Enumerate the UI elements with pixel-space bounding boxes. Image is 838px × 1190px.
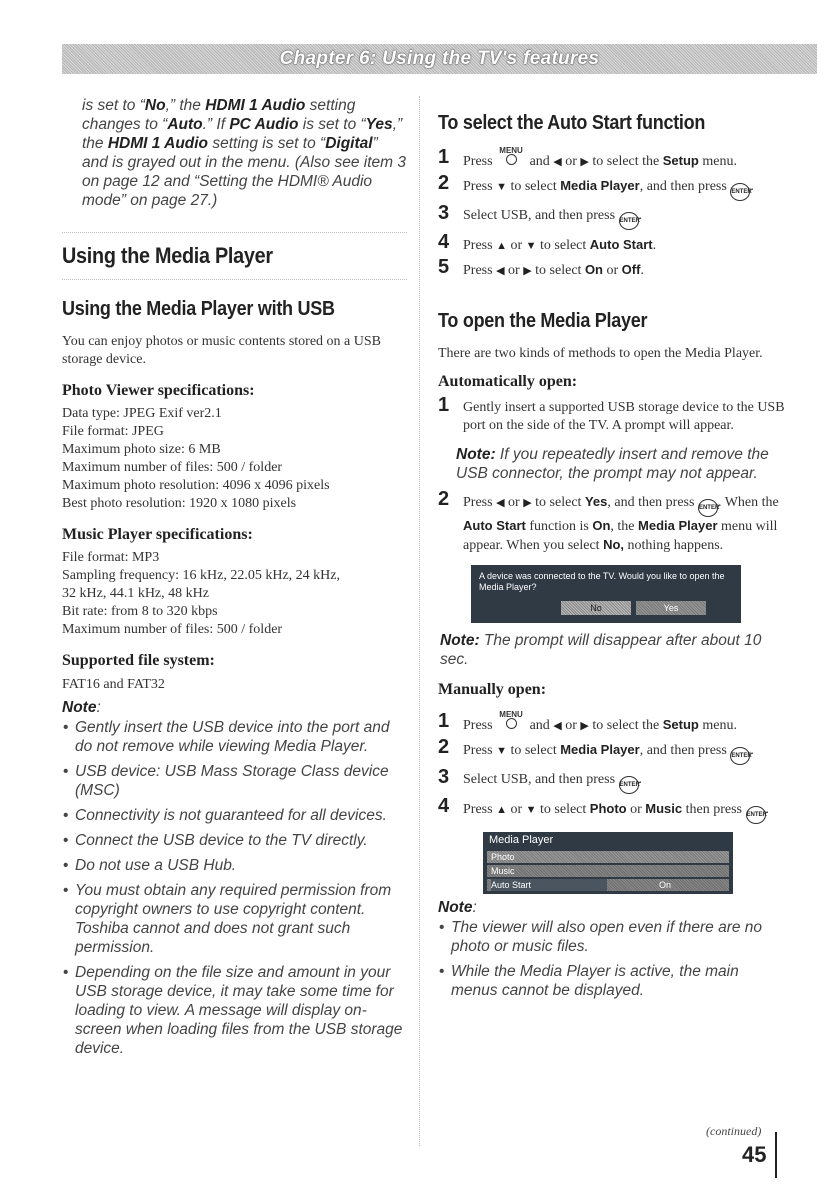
spec-line: Bit rate: from 8 to 320 kbps xyxy=(62,604,218,619)
spec-line: Maximum number of files: 500 / folder xyxy=(62,460,283,475)
menu-keyword: On xyxy=(592,518,611,533)
menu-row-autostart[interactable]: Auto Start On xyxy=(487,879,729,891)
page-number-bar xyxy=(775,1132,777,1178)
music-spec-list xyxy=(62,549,407,639)
spec-line: Maximum photo size: 6 MB xyxy=(62,442,221,457)
auto-open-heading: Automatically open: xyxy=(438,373,578,390)
spec-line: 32 kHz, 44.1 kHz, 48 kHz xyxy=(62,586,209,601)
step: 2 Press ▼ to select Media Player, and then press ENTER. xyxy=(438,177,788,201)
usb-notes-list xyxy=(62,718,407,1058)
menu-row-photo[interactable]: Photo xyxy=(487,851,729,863)
dialog-yes-button[interactable]: Yes xyxy=(636,601,706,615)
note-item: • Connectivity is not guaranteed for all devices. xyxy=(62,806,407,825)
arrow-button-icon: ◀ xyxy=(553,156,562,168)
arrow-button-icon: ◀ xyxy=(496,265,505,277)
manual-steps xyxy=(438,710,788,824)
chapter-banner xyxy=(62,44,817,74)
spec-line: Maximum photo resolution: 4096 x 4096 pixels xyxy=(62,478,330,493)
enter-button-icon: ENTER xyxy=(698,499,718,517)
open-title: To open the Media Player xyxy=(438,310,648,332)
menu-keyword: Media Player xyxy=(638,518,718,533)
menu-keyword: Off xyxy=(621,262,641,277)
arrow-button-icon: ▼ xyxy=(496,745,507,757)
emphasis: No xyxy=(144,97,166,114)
enter-button-icon: ENTER xyxy=(746,806,766,824)
filesystem-heading: Supported file system: xyxy=(62,652,215,669)
arrow-button-icon: ◀ xyxy=(553,720,562,732)
dialog-message: A device was connected to the TV. Would you like to open the Media Player? xyxy=(479,571,725,592)
filesystem-line: FAT16 and FAT32 xyxy=(62,677,165,692)
emphasis: Note: xyxy=(456,446,496,463)
usb-intro: You can enjoy photos or music contents stored on a USB storage device. xyxy=(62,334,381,367)
enter-button-icon: ENTER xyxy=(619,212,639,230)
menu-keyword: No, xyxy=(603,537,625,552)
autostart-title: To select the Auto Start function xyxy=(438,112,706,134)
autostart-prompt-dialog xyxy=(471,565,741,623)
photo-spec-heading: Photo Viewer specifications: xyxy=(62,382,255,399)
menu-keyword: Media Player xyxy=(560,742,640,757)
open-intro: There are two kinds of methods to open the Media Player. xyxy=(438,346,763,361)
spec-line: File format: MP3 xyxy=(62,550,160,565)
note-item: • The viewer will also open even if there are no photo or music files. xyxy=(438,918,773,956)
step: 3 Select USB, and then press ENTER. xyxy=(438,771,788,794)
enter-button-icon: ENTER xyxy=(730,747,750,765)
manual-open-heading: Manually open: xyxy=(438,681,547,698)
arrow-button-icon: ▼ xyxy=(525,240,537,252)
left-column xyxy=(62,96,407,1058)
step: 4 Press ▲ or ▼ to select Auto Start. xyxy=(438,231,657,253)
emphasis: HDMI 1 Audio xyxy=(107,135,209,152)
step: 2 Press ◀ or ▶ to select Yes, and then press ENTER. When the Auto Start function is On, the Media Player menu will appear. When you select No, nothing happens. xyxy=(438,488,779,553)
menu-row-music[interactable]: Music xyxy=(487,865,729,877)
page-number: 45 xyxy=(742,1142,767,1167)
arrow-button-icon: ◀ xyxy=(496,497,505,509)
note-item: • Connect the USB device to the TV directly. xyxy=(62,831,407,850)
step: 1 Press MENU and ◀ or ▶ to select the Setup menu. xyxy=(438,710,737,733)
note-item: • Depending on the file size and amount in your USB storage device, it may take some time for loading to view. A message will display on-screen when loading files from the USB storage device. xyxy=(62,963,407,1058)
enter-button-icon: ENTER xyxy=(730,183,750,201)
menu-button-icon: MENU xyxy=(496,151,526,165)
emphasis: Yes xyxy=(365,116,393,133)
arrow-button-icon: ▼ xyxy=(525,804,537,816)
spec-line: Maximum number of files: 500 / folder xyxy=(62,622,283,637)
note-item: • You must obtain any required permission from copyright owners to use copyright content. Toshiba cannot and does not grant such permission. xyxy=(62,881,407,957)
step: 4 Press ▲ or ▼ to select Photo or Music then press ENTER. xyxy=(438,800,788,824)
chapter-title: Chapter 6: Using the TV's features xyxy=(279,48,600,69)
media-player-menu xyxy=(483,832,733,894)
menu-keyword: Music xyxy=(645,801,683,816)
spec-line: Best photo resolution: 1920 x 1080 pixels xyxy=(62,496,297,511)
divider xyxy=(62,279,407,280)
music-spec-heading: Music Player specifications: xyxy=(62,526,253,543)
step: 2 Press ▼ to select Media Player, and then press ENTER. xyxy=(438,741,788,765)
intro-paragraph: is set to “No,” the HDMI 1 Audio setting changes to “Auto.” If PC Audio is set to “Yes,” the HDMI 1 Audio setting is set to “Digital” and is grayed out in the menu. (Also see item 3 on page 12 and “Setting the HDMI® Audio mode” on page 27.) xyxy=(82,97,406,209)
note-item: • USB device: USB Mass Storage Class device (MSC) xyxy=(62,762,407,800)
continued-label: (continued) xyxy=(706,1124,762,1138)
note-item: • While the Media Player is active, the main menus cannot be displayed. xyxy=(438,962,773,1000)
menu-title: Media Player xyxy=(489,834,554,846)
section-title: Using the Media Player xyxy=(62,243,273,268)
note-item: • Do not use a USB Hub. xyxy=(62,856,407,875)
autostart-steps xyxy=(438,146,788,280)
arrow-button-icon: ▼ xyxy=(496,181,507,193)
spec-line: File format: JPEG xyxy=(62,424,164,439)
arrow-button-icon: ▶ xyxy=(523,265,532,277)
step: 5 Press ◀ or ▶ to select On or Off. xyxy=(438,256,644,278)
note-item: • Gently insert the USB device into the port and do not remove while viewing Media Player. xyxy=(62,718,407,756)
enter-button-icon: ENTER xyxy=(619,776,639,794)
step: 3 Select USB, and then press ENTER. xyxy=(438,207,788,230)
player-notes-list xyxy=(438,918,773,1000)
spec-line: Sampling frequency: 16 kHz, 22.05 kHz, 24 kHz, xyxy=(62,568,340,583)
arrow-button-icon: ▲ xyxy=(496,804,507,816)
auto-note: Note: If you repeatedly insert and remove the USB connector, the prompt may not appear. xyxy=(456,446,769,482)
step: 1 Press MENU and ◀ or ▶ to select the Setup menu. xyxy=(438,146,737,169)
note-label: Note: xyxy=(62,699,101,716)
emphasis: HDMI 1 Audio xyxy=(205,97,306,114)
step: 1 Gently insert a supported USB storage device to the USB port on the side of the TV. A prompt will appear. xyxy=(438,394,785,433)
arrow-button-icon: ▶ xyxy=(580,720,589,732)
arrow-button-icon: ▶ xyxy=(523,497,532,509)
menu-keyword: Photo xyxy=(589,801,627,816)
emphasis: Auto xyxy=(167,116,203,133)
arrow-button-icon: ▶ xyxy=(580,156,589,168)
arrow-button-icon: ▲ xyxy=(496,240,507,252)
menu-keyword: Setup xyxy=(662,717,699,732)
emphasis: PC Audio xyxy=(229,116,299,133)
photo-spec-list xyxy=(62,405,407,513)
menu-keyword: Media Player xyxy=(560,178,640,193)
subsection-title: Using the Media Player with USB xyxy=(62,298,335,320)
note-label: Note: xyxy=(438,899,477,916)
spec-line: Data type: JPEG Exif ver2.1 xyxy=(62,406,222,421)
menu-keyword: Auto Start xyxy=(589,237,653,252)
emphasis: Note: xyxy=(440,632,480,649)
menu-keyword: Setup xyxy=(662,153,699,168)
right-column xyxy=(438,96,788,1000)
divider xyxy=(62,232,407,233)
dialog-no-button[interactable]: No xyxy=(561,601,631,615)
menu-button-icon: MENU xyxy=(496,715,526,729)
menu-keyword: Auto Start xyxy=(463,518,526,533)
menu-keyword: Yes xyxy=(584,494,608,509)
timeout-note: Note: The prompt will disappear after about 10 sec. xyxy=(440,632,762,668)
menu-keyword: On xyxy=(584,262,603,277)
emphasis: Digital xyxy=(325,135,373,152)
column-divider xyxy=(419,96,420,1146)
